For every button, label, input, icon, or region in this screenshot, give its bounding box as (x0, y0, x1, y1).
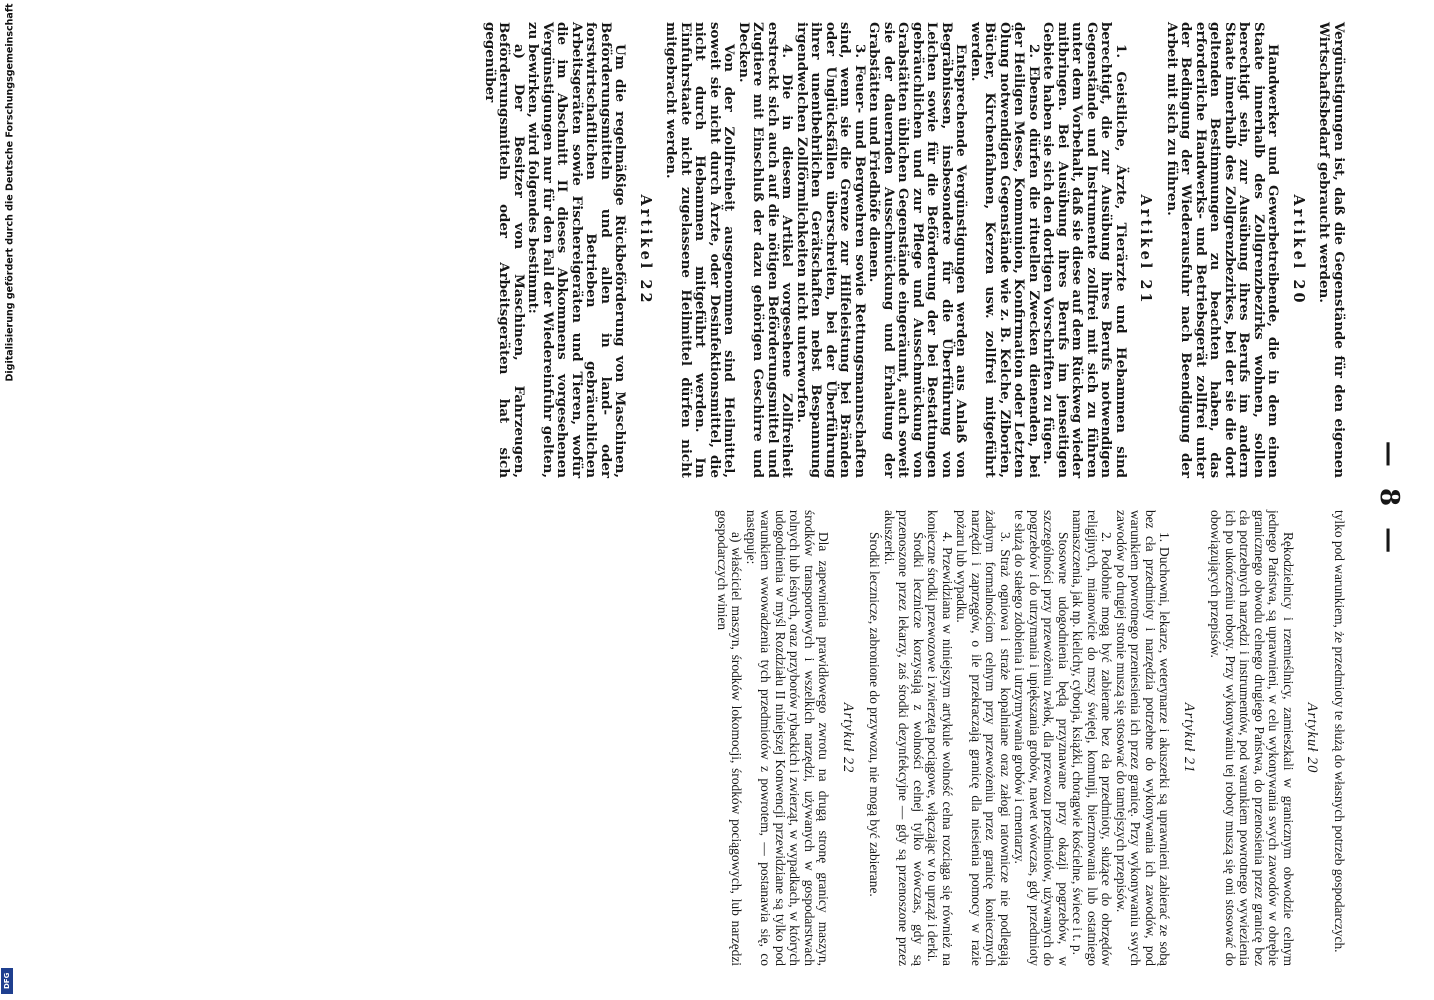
paragraph: Środki lecznicze korzystają z wolności celnej tylko wówczas, gdy są przenoszone przez lekarzy, zaś środki dezynfekcyjne — gdy są przenoszone przez akuszerki. (882, 510, 926, 966)
paragraph: a) Der Besitzer von Maschinen, Fahrzeugen, Beförderungsmitteln oder Arbeitsgeräten hat sich gegenüber (482, 22, 527, 478)
paragraph: 2. Ebenso dürfen die rituellen Zwecken dienenden, bei der Heiligen Messe, Kommunion, Konfirmation oder Letzten Ölung notwendigen Gegenstände wie z. B. Kelche, Ziborien, Bücher, Kirchenfahnen, Kerzen usw. zollfrei mitgeführt werden. (968, 22, 1042, 478)
paragraph: Von der Zollfreiheit ausgenommen sind Heilmittel, soweit sie nicht durch Ärzte, oder Desinfektionsmittel, die nicht durch Hebammen mitgeführt werden. Im Einfuhrstaate nicht zugelassene Heilmittel dürfen nicht mitgebracht werden. (663, 22, 738, 478)
page-number: — 8 — (1374, 440, 1404, 560)
article-heading: Artikel 21 (1137, 194, 1155, 306)
article-heading: Artykuł 21 (1181, 702, 1197, 774)
paragraph: Um die regelmäßige Rückbeförderung von Maschinen, Beförderungsmitteln und allen in land- oder forstwirtschaftlichen Betrieben gebräuchlichen Arbeitsgeräten sowie Fischereigeräten und Tieren, wofür die im Abschnitt II dieses Abkommens vorgesehenen Vergünstigungen nur für den Fall der Wiedereinfuhr gelten, zu bewirken, wird folgendes bestimmt: (525, 22, 629, 478)
paragraph: Vergünstigungen ist, daß die Gegenstände für den eigenen Wirtschaftsbedarf gebraucht werden. (1316, 22, 1347, 478)
paragraph: 2. Podobnie mogą być zabierane bez cła przedmioty, służące do obrzędów religijnych, mianowicie do mszy świętej, komunji, bierzmowania lub ostatniego namaszczenia, jak np. kielichy, cyborja, książki, chorągwie kościelne, świece i t. p. (1070, 510, 1115, 966)
paragraph: Handwerker und Gewerbetreibende, die in dem einen Staate innerhalb des Zollgrenzbezirks wohnen, sollen berechtigt sein, zur Ausübung ihres Berufs im andern Staate innerhalb des Zollgrenzbezirkes, bei der sie die dort geltenden Bestimmungen zu beachten haben, das erforderliche Handwerks- und Betriebsgerät zollfrei unter der Bedingung der Wiederausfuhr nach Beendigung der Arbeit mit sich zu führen. (1164, 22, 1282, 478)
article-heading: Artykuł 20 (1304, 702, 1321, 774)
article-heading: Artykuł 22 (840, 702, 856, 774)
article-heading: Artikel 22 (637, 194, 654, 306)
digitization-note: Digitalisierung gefördert durch die Deutsche Forschungsgemeinschaft (4, 3, 16, 382)
paragraph: 1. Duchowni, lekarze, weterynarze i akuszerki są uprawnieni zabierać ze sobą bez cła przedmioty i narzędzia potrzebne do wykonywania ich zawodów, pod warunkiem powrotnego przeniesienia ich przez granicę. Przy wykonywaniu swych zawodów po drugiej stronie muszą się stosować do tamtejszych przepisów. (1114, 510, 1173, 966)
article-heading: Artikel 20 (1290, 194, 1307, 306)
paragraph: tylko pod warunkiem, że przedmioty te służą do własnych potrzeb gospodarczych. (1332, 510, 1347, 953)
dfg-logo-icon: DFG (1, 968, 13, 994)
paragraph: Rękodzielnicy i rzemieślnicy, zamieszkali w granicznym obwodzie celnym jednego Państwa, są uprawnieni, w celu wykonywania swych zawodów w obrębie granicznego obwodu celnego drugiego Państwa, do przenosienia przez granicę bez cła potrzebnych narzędzi i instrumentów, pod warunkiem powrotnego wywiezienia ich po ukończeniu roboty. Przy wykonywaniu tej roboty muszą się oni stosować do obowiązujących przepisów. (1208, 510, 1296, 966)
paragraph: 3. Straż ogniowa i straże kopalniane oraz załogi ratownicze nie podlegają żadnym formalnościom celnym przy przewożeniu przez granicę koniecznych narzędzi i zaprzęgów, o ile przekraczają granicę dla niesienia pomocy w razie pożaru lub wypadku. (954, 510, 1013, 966)
paragraph: 4. Przewidziana w niniejszym artykule wolność celna rozciąga się również na konieczne środki przewozowe i zwierzęta pociągowe, włączając w to uprząż i derki. (925, 510, 955, 966)
paragraph: Entsprechende Vergünstigungen werden aus Anlaß von Begräbnissen, insbesondere für die Überführung von Leichen sowie für die Beförderung der bei Bestattungen gebräuchlichen und zur Pflege und Ausschmückung von Grabstätten üblichen Gegenstände eingeräumt, auch soweit sie der dauernden Ausschmückung und Erhaltung der Grabstätten und Friedhöfe dienen. (866, 22, 970, 478)
paragraph: Stosowne udogodnienia będą przyznawane przy okazji pogrzebów, w szczególności przy przewożeniu zwłok, dla przewozu przedmiotów, używanych do pogrzebów i do utrzymania i upiększania grobów, nawet wówczas, gdy przedmioty te służą do stałego zdobienia i utrzymywania grobów i cmentarzy. (1012, 510, 1071, 966)
paragraph: 4. Die in diesem Artikel vorgesehene Zollfreiheit erstreckt sich auch auf die nötigen Beförderungsmittel und Zugtiere mit Einschluß der dazu gehörigen Geschirre und Decken. (736, 22, 796, 478)
paragraph: a) właściciel maszyn, środków lokomocji, środków pociągowych, lub narzędzi gospodarczych winien (715, 510, 745, 966)
paragraph: 3. Feuer- und Bergwehren sowie Rettungsmannschaften sind, wenn sie die Grenze zur Hilfeleistung bei Bränden oder Unglücksfällen überschreiten, bei der Überführung ihrer unentbehrlichen Gerätschaften nebst Bespannung irgendwelchen Zollförmlichkeiten nicht unterworfen. (794, 22, 868, 478)
polish-text-column (715, 510, 1347, 966)
german-text-column (483, 22, 1347, 478)
paragraph: Dla zapewnienia prawidłowego zwrotu na drugą stronę granicy maszyn, środków transportowych i wszelkich narzędzi, używanych w gospodarstwach rolnych lub leśnych, oraz przyborów rybackich i zwierząt, w wypadkach, w których udogodnienia w myśl Rozdziału II niniejszej Konwencji przewidziane są tylko pod warunkiem wwowadzenia tych przedmiotów z powrotem, — postanawia się, co następuje: (744, 510, 832, 966)
paragraph: Środki lecznicze, zabronione do przywozu, nie mogą być zabierane. (867, 532, 883, 897)
digitization-footer (0, 0, 14, 1000)
paragraph: 1. Geistliche, Ärzte, Tierärzte und Hebammen sind berechtigt, die zur Ausübung ihres Berufs notwendigen Gegenstände und Instrumente zollfrei mit sich zu führen unter dem Vorbehalt, daß sie diese auf dem Rückweg wieder mitbringen. Bei Ausübung ihres Berufs im jenseitigen Gebiete haben sie sich den dortigen Vorschriften zu fügen. (1040, 22, 1129, 478)
